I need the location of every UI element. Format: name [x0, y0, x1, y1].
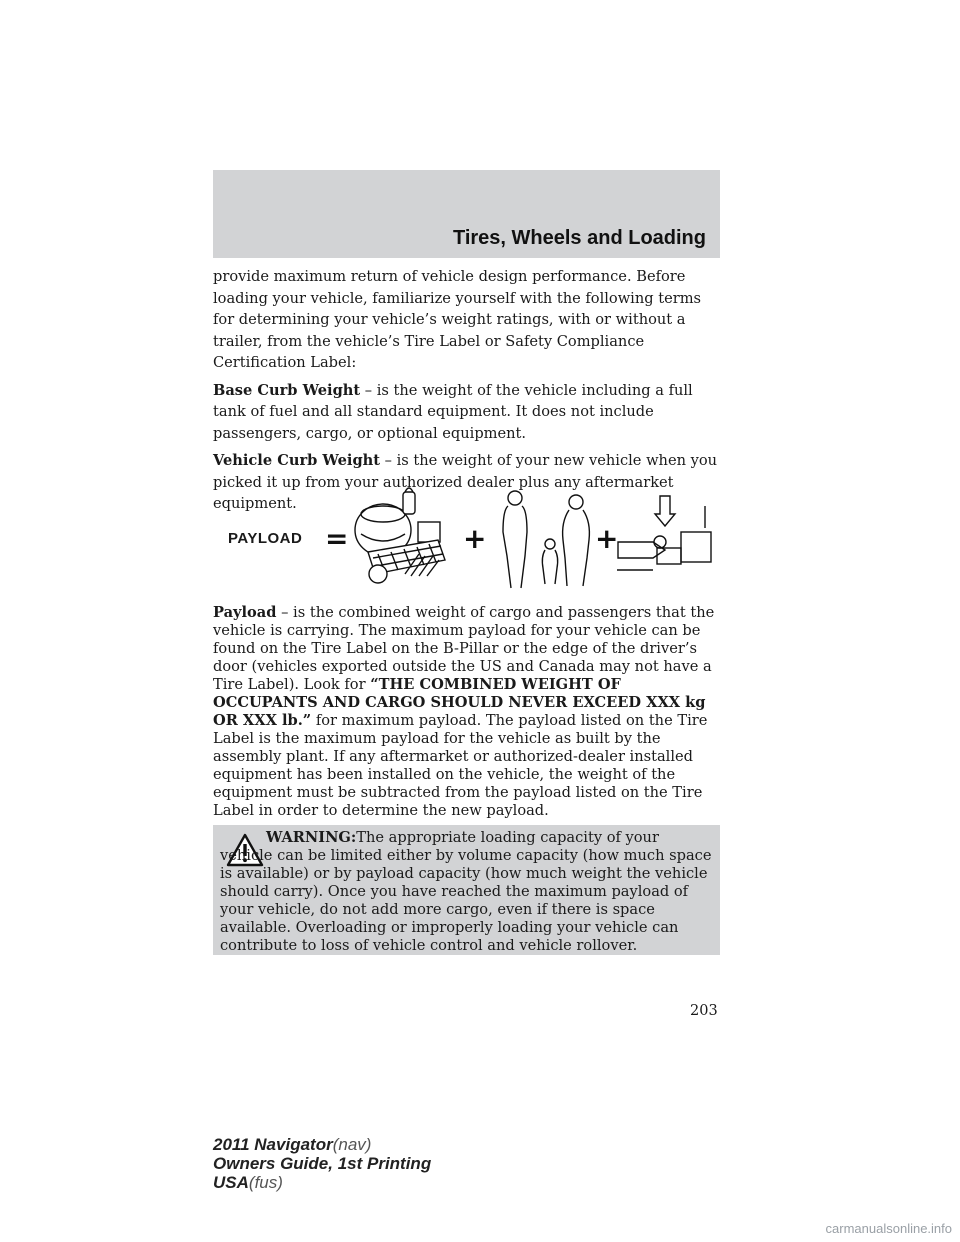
- warning-box: [213, 825, 720, 955]
- term-definition: – is the weight of the vehicle including a full tank of fuel and all standard equipment. It does not include passengers, cargo, or optional equipment.: [213, 381, 693, 442]
- footer-market-code: (fus): [248, 1173, 283, 1192]
- cargo-icon: [355, 488, 445, 583]
- definition-base-curb-weight: [213, 380, 723, 445]
- term-definition: – is the weight of your new vehicle when you picked it up from your authorized dealer plus any aftermarket equipment.: [213, 452, 718, 512]
- warning-body: The appropriate loading capacity of your vehicle can be limited either by volume capacity (how much space is available) or by payload capacity (how much weight the vehicle should carry). Once you have reached the maximum payload of your vehicle, do not add more cargo, even if there is space available. Overloading or improperly loading your vehicle can contribute to loss of vehicle control and vehicle rollover.: [220, 829, 712, 954]
- svg-text:=: =: [325, 522, 349, 555]
- svg-text:+: +: [595, 522, 619, 555]
- warning-label: WARNING:: [266, 829, 357, 846]
- payload-text-b: for maximum payload. The payload listed on the Tire Label is the maximum payload for the vehicle as built by the assembly plant. If any aftermarket or authorized-dealer installed equipment has been installed on the vehicle, the weight of the equipment must be subtracted from the payload listed on the Tire Label in order to determine the new payload.: [213, 712, 708, 819]
- footer: [213, 1135, 431, 1192]
- plus-sign-2: [595, 522, 618, 555]
- term-label: Base Curb Weight: [213, 381, 361, 399]
- intro-paragraph: provide maximum return of vehicle design performance. Before loading your vehicle, familiarize yourself with the following terms for determining your vehicle’s weight ratings, with or without a trailer, from the vehicle’s Tire Label or Safety Compliance Certification Label:: [213, 268, 702, 371]
- warning-text: [220, 829, 714, 955]
- payload-paragraph: [213, 604, 723, 820]
- footer-guide: Owners Guide, 1st Printing: [213, 1154, 432, 1173]
- passengers-icon: [503, 491, 589, 588]
- plus-sign-1: [463, 522, 486, 555]
- payload-illustration: [213, 482, 720, 590]
- watermark: carmanualsonline.info: [825, 1221, 952, 1236]
- footer-market: USA: [213, 1173, 249, 1192]
- payload-emphasis: “THE COMBINED WEIGHT OF OCCUPANTS AND CARGO SHOULD NEVER EXCEED XXX kg OR XXX lb.”: [213, 676, 706, 729]
- section-header: [213, 170, 720, 258]
- footer-model: 2011 Navigator: [213, 1135, 333, 1154]
- footer-model-code: (nav): [332, 1135, 372, 1154]
- trailer-hitch-icon: [617, 496, 711, 570]
- term-label: Payload: [213, 604, 277, 621]
- section-title: Tires, Wheels and Loading: [452, 227, 706, 249]
- term-label: Vehicle Curb Weight: [213, 452, 381, 469]
- payload-text-a: – is the combined weight of cargo and passengers that the vehicle is carrying. The maximum payload for your vehicle can be found on the Tire Label on the B-Pillar or the edge of the driver’s door (vehicles exported outside the US and Canada may not have a Tire Label). Look for: [213, 604, 715, 693]
- svg-text:+: +: [463, 522, 487, 555]
- page-number: 203: [690, 1003, 718, 1019]
- payload-label: PAYLOAD: [228, 530, 303, 547]
- equals-sign: [325, 522, 348, 555]
- payload-diagram: [213, 482, 720, 590]
